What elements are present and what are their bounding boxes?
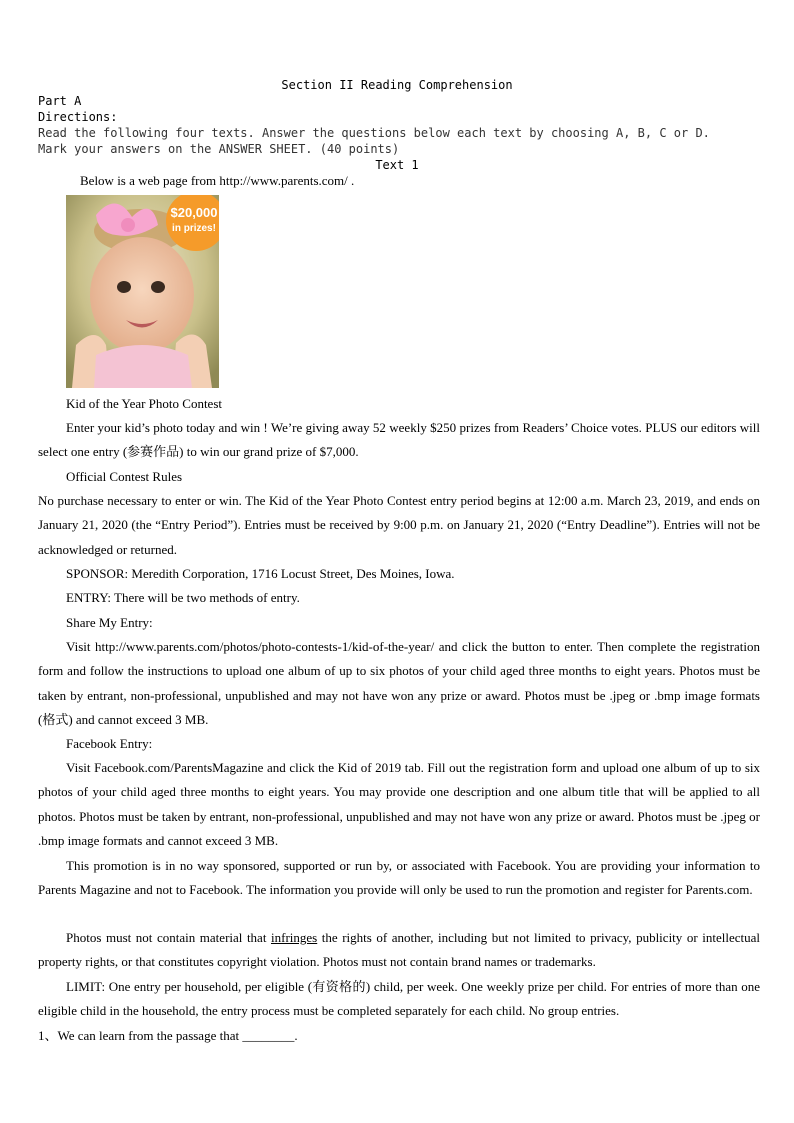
paragraph-promotion: This promotion is in no way sponsored, supported or run by, or associated with Facebook. You are providing your information to Parents Magazine and not to Facebook. The information you provide will only be used to run the promotion and register for Parents.com. [38, 858, 760, 898]
photos-text-after: the rights of another, including but not limited to privacy, publicity or intellectual property rights, or that constitutes copyright violation. Photos must not contain brand names or trademarks. [38, 930, 760, 970]
paragraph-rules: No purchase necessary to enter or win. The Kid of the Year Photo Contest entry period begins at 12:00 a.m. March 23, 2019, and ends on January 21, 2020 (the “Entry Period”). Entries must be received by 9:00 p.m. on January 21, 2020 (“Entry Deadline”). Entries will not be acknowledged or returned. [38, 493, 760, 557]
directions-text: Read the following four texts. Answer the questions below each text by choosing A, B, C or D. Mark your answers on the ANSWER SHEET. (40 points) [38, 126, 710, 156]
sponsor-line: SPONSOR: Meredith Corporation, 1716 Locust Street, Des Moines, Iowa. [66, 566, 455, 581]
rules-title: Official Contest Rules [66, 469, 183, 484]
badge-amount: $20,000 [170, 205, 218, 220]
paragraph-enter: Enter your kid’s photo today and win ! We’re giving away 52 weekly $250 prizes from Readers’ Choice votes. PLUS our editors will select one entry (参赛作品) to win our grand prize of $7,000. [38, 420, 760, 460]
directions-label: Directions: [38, 110, 118, 124]
section-title: Section II Reading Comprehension [281, 78, 513, 92]
paragraph-photos [38, 926, 760, 975]
underlined-word: infringes [271, 930, 318, 945]
badge-caption: in prizes! [172, 223, 216, 234]
photos-text-before: Photos must not contain material that [66, 930, 271, 945]
question-1: 1、We can learn from the passage that ________. [38, 1028, 298, 1043]
paragraph-limit: LIMIT: One entry per household, per eligible (有资格的) child, per week. One weekly prize per child. For entries of more than one eligible child in the household, the entry process must be completed separately for each child. No group entries. [38, 979, 760, 1019]
text-label: Text 1 [375, 158, 419, 172]
intro-line: Below is a web page from http://www.parents.com/ . [80, 173, 355, 188]
facebook-title: Facebook Entry: [66, 736, 153, 751]
baby-photo-illustration [66, 195, 219, 388]
part-label: Part A [38, 94, 82, 108]
entry-line: ENTRY: There will be two methods of entry. [66, 590, 300, 605]
contest-banner-photo [66, 195, 219, 388]
share-title: Share My Entry: [66, 615, 153, 630]
paragraph-facebook: Visit Facebook.com/ParentsMagazine and click the Kid of 2019 tab. Fill out the registration form and upload one album of up to six photos of your child aged three months to eight years. You may provide one description and one album title that will be applied to all photos. Photos must be taken by entrant, non-professional, unpublished and may not have won any prize or award. Photos must be .jpeg or .bmp image formats and cannot exceed 3 MB. [38, 760, 760, 849]
contest-title: Kid of the Year Photo Contest [66, 396, 222, 411]
paragraph-share: Visit http://www.parents.com/photos/photo-contests-1/kid-of-the-year/ and click the button to enter. Then complete the registration form and follow the instructions to upload one album of up to six photos of your child aged three months to eight years. Photos must be taken by entrant, non-professional, unpublished and may not have won any prize or award. Photos must be .jpeg or .bmp image formats (格式) and cannot exceed 3 MB. [38, 639, 760, 728]
